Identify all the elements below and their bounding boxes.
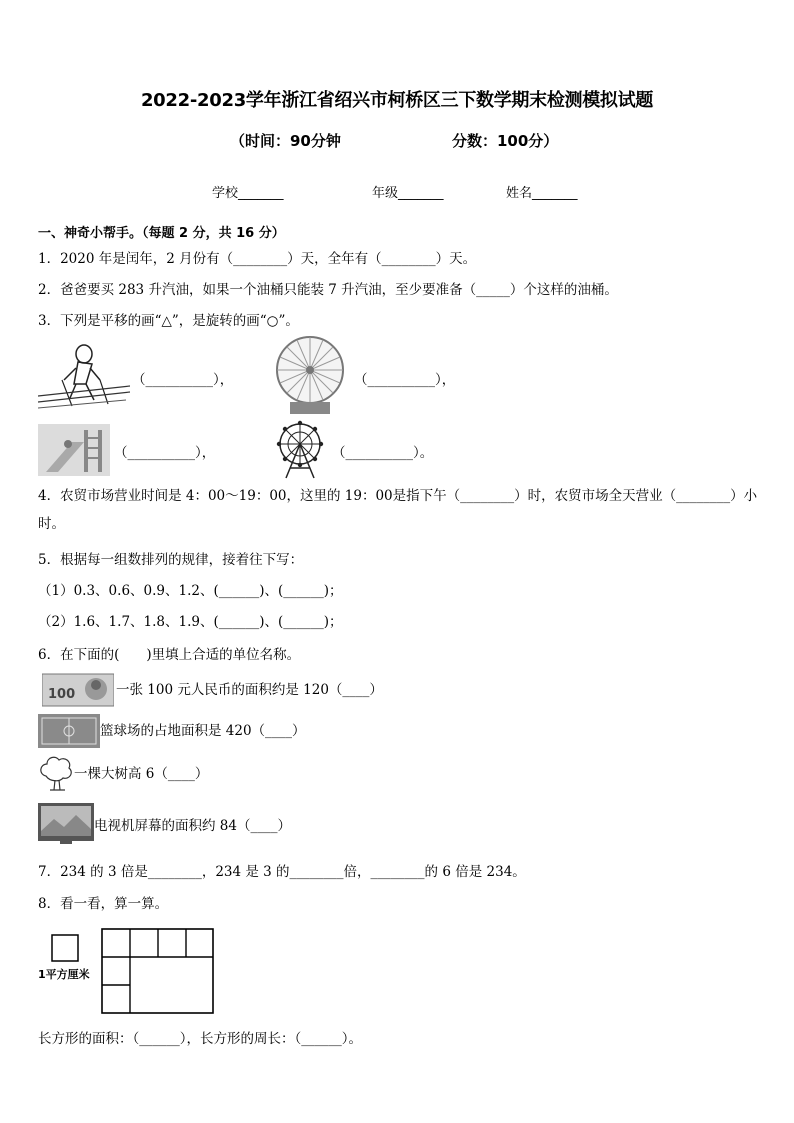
banknote-picture	[42, 672, 114, 708]
question-7: 7．234 的 3 倍是________，234 是 3 的________倍，________的 6 倍是 234。	[38, 864, 526, 880]
grade-field[interactable]: 年级_______	[372, 186, 444, 201]
question-5-2: （2）1.6、1.7、1.8、1.9、(______)、(______)；	[38, 614, 343, 630]
tv-picture	[38, 803, 94, 845]
unit-square-label: 1平方厘米	[38, 968, 90, 981]
school-field[interactable]: 学校_______	[212, 186, 284, 201]
question-6-item-2: 篮球场的占地面积是 420（____）	[100, 723, 306, 739]
page-title: 2022-2023学年浙江省绍兴市柯桥区三下数学期末检测模拟试题	[140, 90, 654, 111]
name-field[interactable]: 姓名_______	[506, 186, 578, 201]
question-8-answer: 长方形的面积：（______），长方形的周长：（______）。	[38, 1031, 362, 1047]
ferris-wheel-answer[interactable]: （__________）。	[332, 445, 434, 461]
skier-answer[interactable]: （__________），	[132, 372, 234, 388]
basketball-court-picture	[38, 714, 100, 748]
slide-answer[interactable]: （__________），	[114, 445, 216, 461]
question-4: 4．农贸市场营业时间是 4：00～19：00，这里的 19：00是指下午（________）时，农贸市场全天营业（________）小时。	[38, 488, 758, 532]
score-label: 分数：100分）	[452, 132, 559, 150]
wheel-answer[interactable]: （__________），	[354, 372, 456, 388]
section-heading: 一、神奇小帮手。（每题 2 分，共 16 分）	[38, 226, 285, 241]
question-6: 6．在下面的( )里填上合适的单位名称。	[38, 647, 301, 663]
time-label: （时间：90分钟	[230, 132, 341, 150]
question-6-item-1: 一张 100 元人民币的面积约是 120（____）	[116, 682, 383, 698]
slide-picture	[38, 424, 110, 476]
skier-picture	[38, 340, 130, 410]
question-8: 8．看一看，算一算。	[38, 896, 169, 912]
question-2: 2．爸爸要买 283 升汽油，如果一个油桶只能装 7 升汽油，至少要准备（_____）个这样的油桶。	[38, 282, 618, 298]
question-6-item-3: 一棵大树高 6（____）	[74, 766, 209, 782]
wheel-picture	[272, 334, 348, 416]
ferris-wheel-picture	[274, 420, 326, 480]
tree-picture	[38, 754, 74, 792]
question-5-1: （1）0.3、0.6、0.9、1.2、(______)、(______)；	[38, 583, 343, 599]
question-6-item-4: 电视机屏幕的面积约 84（____）	[94, 818, 291, 834]
question-3: 3．下列是平移的画“△”，是旋转的画“○”。	[38, 313, 299, 329]
question-1: 1．2020 年是闰年，2 月份有（________）天，全年有（________）天。	[38, 251, 477, 267]
question-5: 5．根据每一组数排列的规律，接着往下写：	[38, 552, 304, 568]
svg-text:100: 100	[48, 687, 76, 702]
